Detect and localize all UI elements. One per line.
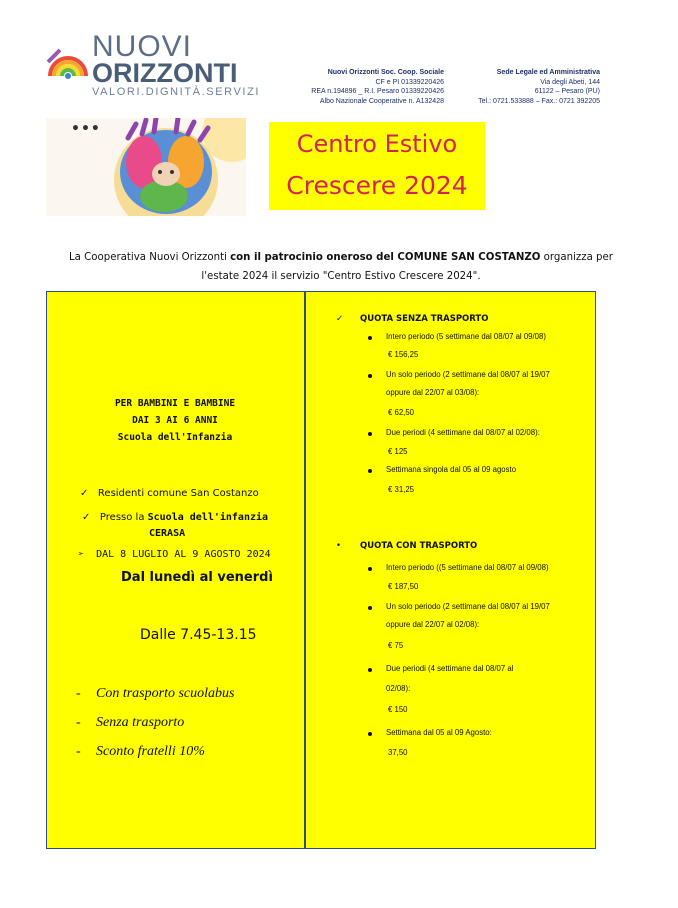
price-value: € 31,25 <box>388 485 415 494</box>
location-name: CERASA <box>149 528 186 539</box>
price-value: € 125 <box>388 447 408 456</box>
bullet-icon <box>368 732 372 736</box>
location-item <box>82 512 268 523</box>
price-item-desc: Settimana singola dal 05 al 09 agosto <box>386 465 517 474</box>
location-prefix: Presso la <box>99 512 148 523</box>
price-item-desc: Due periodi (4 settimane dal 08/07 al <box>386 664 514 673</box>
arrow-icon: ➢ <box>78 549 97 560</box>
residents-item <box>80 488 259 499</box>
price-value: € 187,50 <box>388 582 419 591</box>
coop-albo: Albo Nazionale Cooperative n. A132428 <box>319 97 444 105</box>
check-icon: ✓ <box>336 314 344 324</box>
section2-title: QUOTA CON TRASPORTO <box>360 541 478 551</box>
sede-title: Sede Legale ed Amministrativa <box>496 69 600 76</box>
target-line2: DAI 3 AI 6 ANNI <box>132 415 218 426</box>
price-value: € 156,25 <box>388 350 419 359</box>
option-item: - Senza trasporto <box>76 715 185 730</box>
section-heading <box>336 541 477 551</box>
title-box <box>269 122 485 210</box>
location-school: Scuola dell'infanzia <box>147 512 269 523</box>
sede-address: Via degli Abeti, 144 <box>540 78 600 86</box>
price-item-desc: Intero periodo ((5 settimane dal 08/07 al 09/08) <box>386 563 549 572</box>
price-item-desc2: 02/08): <box>386 684 411 693</box>
logo-tagline: VALORI.DIGNITÀ.SERVIZI <box>92 86 261 98</box>
check-icon: ✓ <box>80 488 98 499</box>
section1-title: QUOTA SENZA TRASPORTO <box>360 314 489 324</box>
coop-rea: REA n.194896 _ R.I. Pesaro 01339220426 <box>311 88 444 95</box>
option-text: Sconto fratelli 10% <box>96 744 205 759</box>
intro-part1: La Cooperativa Nuovi Orizzonti <box>69 252 231 263</box>
price-item-desc: Un solo periodo (2 settimane dal 08/07 al 19/07 <box>386 602 550 611</box>
sede-city: 61122 – Pesaro (PU) <box>534 88 600 95</box>
price-value: € 75 <box>388 641 404 650</box>
logo-line2: ORIZZONTI <box>92 58 238 88</box>
bullet-icon <box>368 469 372 473</box>
coop-cf: CF e PI 01339220426 <box>375 78 444 86</box>
price-item-desc: Settimana dal 05 al 09 Agosto: <box>386 728 492 737</box>
price-item-desc2: oppure dal 22/07 al 02/08): <box>386 620 480 629</box>
bullet-icon: • <box>336 541 342 551</box>
coop-info <box>282 68 444 106</box>
price-value: 37,50 <box>388 748 408 757</box>
option-text: Con trasporto scuolabus <box>96 686 235 701</box>
section-heading <box>336 314 488 324</box>
sede-info <box>450 68 600 106</box>
target-line1: PER BAMBINI E BAMBINE <box>114 398 236 409</box>
dates-text: DAL 8 LUGLIO AL 9 AGOSTO 2024 <box>96 549 271 560</box>
intro-paragraph <box>50 248 632 286</box>
hours-text: Dalle 7.45-13.15 <box>140 627 257 643</box>
option-text: Senza trasporto <box>96 715 185 730</box>
price-item-desc: Due periodi (4 settimane dal 08/07 al 02/08): <box>386 428 540 437</box>
price-value: € 150 <box>388 705 408 714</box>
target-audience <box>50 395 300 446</box>
intro-part3: COMUNE SAN COSTANZO <box>393 252 541 263</box>
intro-line2: l'estate 2024 il servizio "Centro Estivo Crescere 2024". <box>201 271 481 282</box>
option-item: - Con trasporto scuolabus <box>76 686 235 701</box>
target-line3: Scuola dell'Infanzia <box>117 432 233 443</box>
intro-part4: organizza per <box>540 252 613 263</box>
residents-text: Residenti comune San Costanzo <box>97 488 259 499</box>
option-item: - Sconto fratelli 10% <box>76 744 205 759</box>
table-divider <box>304 292 306 848</box>
title-line1: Centro Estivo <box>296 130 458 158</box>
price-value: € 62,50 <box>388 408 415 417</box>
days-text: Dal lunedì al venerdì <box>121 570 273 585</box>
check-icon: ✓ <box>82 512 100 523</box>
sede-contacts: Tel.: 0721.533888 – Fax.: 0721 392205 <box>478 97 600 105</box>
price-item-desc: Intero periodo (5 settimane dal 08/07 al 09/08) <box>386 332 546 341</box>
bullet-icon <box>368 374 372 378</box>
title-line2: Crescere 2024 <box>286 171 468 200</box>
dates-item <box>78 549 271 560</box>
bullet-icon <box>368 668 372 672</box>
price-item-desc: Un solo periodo (2 settimane dal 08/07 al 19/07 <box>386 370 550 379</box>
bullet-icon <box>368 606 372 610</box>
coop-name: Nuovi Orizzonti Soc. Coop. Sociale <box>327 69 444 76</box>
bullet-icon <box>368 432 372 436</box>
bullet-icon <box>368 567 372 571</box>
photo-dots: ••• <box>71 121 101 137</box>
price-item-desc2: oppure dal 22/07 al 03/08): <box>386 388 480 397</box>
logo-mark-icon <box>46 40 90 80</box>
bullet-icon <box>368 336 372 340</box>
intro-part2: con il patrocinio oneroso del <box>230 252 394 263</box>
logo-line1: NUOVI <box>92 30 193 63</box>
